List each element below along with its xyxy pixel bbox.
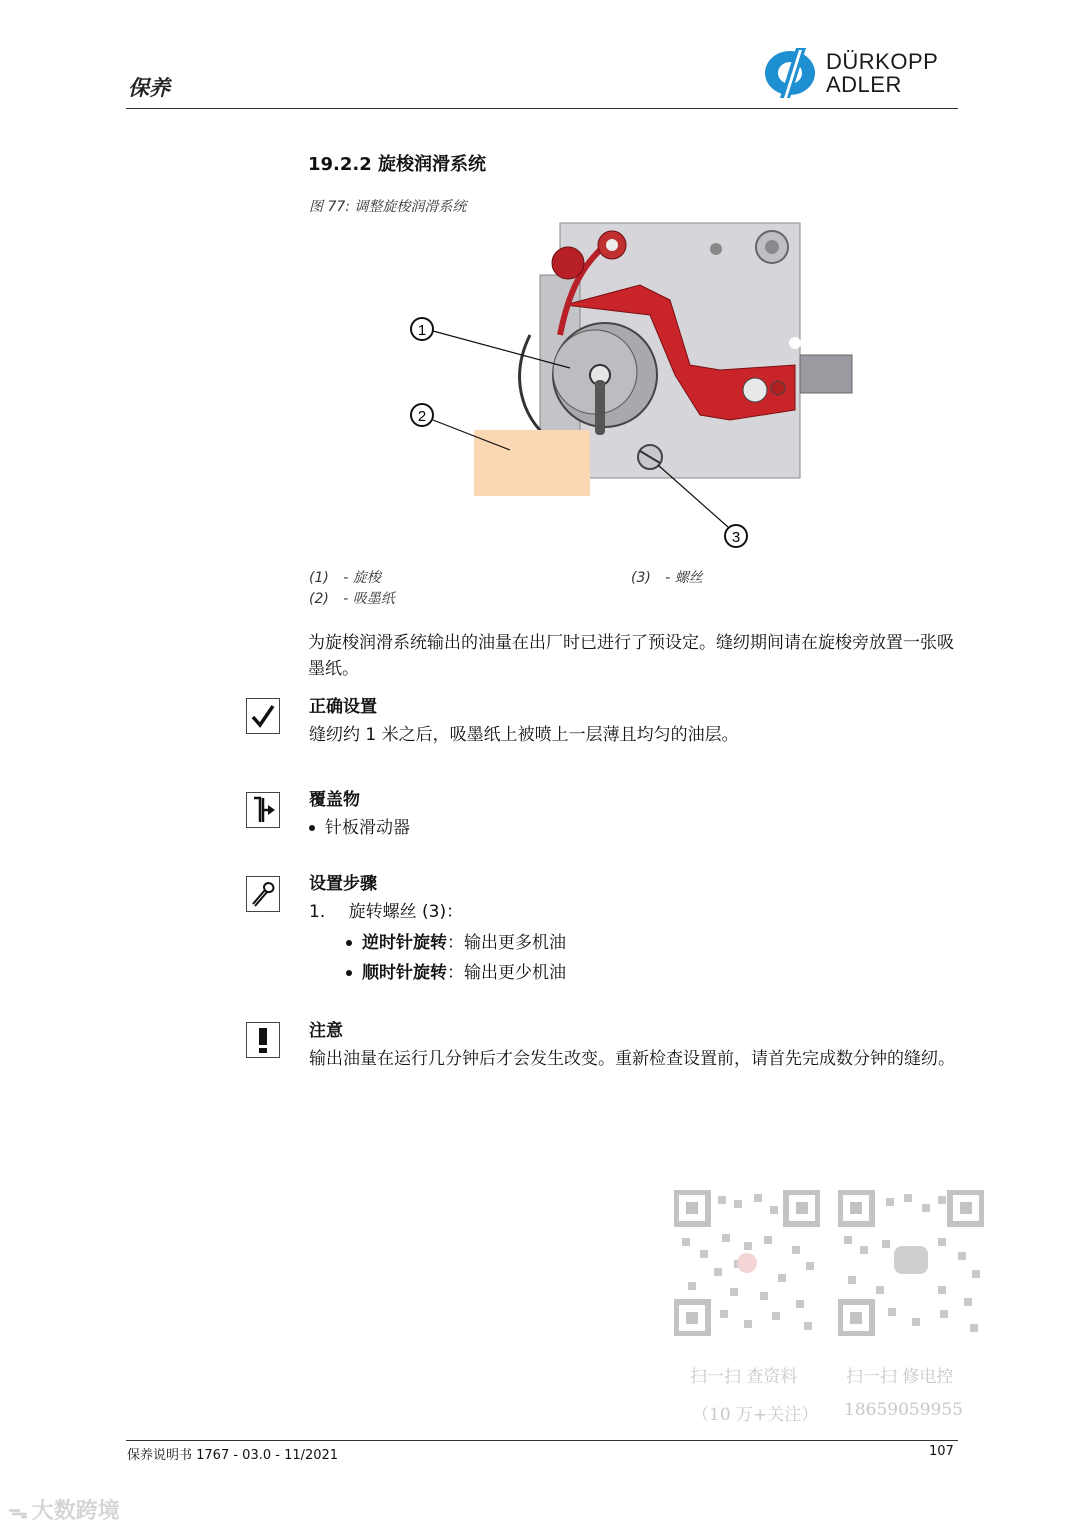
step-1-sub-cw: 顺时针旋转：输出更少机油 <box>346 960 566 986</box>
legend-item-3: (3) - 螺丝 <box>631 570 703 586</box>
callout-1: 1 <box>417 322 427 339</box>
watermark-right-line1: 扫一扫 修电控 <box>846 1367 954 1387</box>
bottom-watermark: ᯓ 大数跨境 <box>8 1499 120 1524</box>
qr-code-right <box>838 1190 984 1336</box>
note-title: 注意 <box>309 1021 343 1041</box>
correct-setting-title: 正确设置 <box>309 697 377 717</box>
watermark-left-line2: （10 万+关注） <box>692 1405 819 1425</box>
logo-emblem-icon <box>762 48 822 98</box>
exclamation-icon <box>246 1022 280 1058</box>
step-1: 1. 旋转螺丝 (3)： <box>309 902 464 922</box>
qr-code-left <box>674 1190 820 1336</box>
page-number: 107 <box>929 1444 954 1459</box>
callout-3: 3 <box>731 529 741 546</box>
watermark-right-line2: 18659059955 <box>844 1400 963 1420</box>
watermark-logo-icon: ᯓ <box>8 1499 28 1523</box>
logo-line1: DÜRKOPP <box>826 49 939 74</box>
cover-title: 覆盖物 <box>309 790 360 810</box>
footer-rule <box>126 1440 958 1441</box>
header-rule <box>126 108 958 109</box>
cover-icon <box>246 792 280 828</box>
correct-setting-text: 缝纫约 1 米之后，吸墨纸上被喷上一层薄且均匀的油层。 <box>309 725 739 745</box>
cover-item: 针板滑动器 <box>309 815 410 841</box>
intro-paragraph: 为旋梭润滑系统输出的油量在出厂时已进行了预设定。缝纫期间请在旋梭旁放置一张吸墨纸。 <box>308 633 954 679</box>
note-text: 输出油量在运行几分钟后才会发生改变。重新检查设置前，请首先完成数分钟的缝纫。 <box>309 1049 955 1069</box>
legend-item-2: (2) - 吸墨纸 <box>309 591 395 607</box>
header-title: 保养 <box>128 76 170 100</box>
checkmark-icon <box>246 698 280 734</box>
section-title: 19.2.2 旋梭润滑系统 <box>308 154 487 175</box>
footer-document-info: 保养说明书 1767 - 03.0 - 11/2021 <box>127 1448 339 1463</box>
wrench-icon <box>246 876 280 912</box>
figure-caption: 图 77: 调整旋梭润滑系统 <box>309 199 467 215</box>
legend-item-1: (1) - 旋梭 <box>309 570 381 586</box>
steps-title: 设置步骤 <box>309 874 377 894</box>
hook-lubrication-illustration <box>400 215 870 560</box>
step-1-sub-ccw: 逆时针旋转：输出更多机油 <box>346 930 566 956</box>
callout-2: 2 <box>417 408 427 425</box>
logo-line2: ADLER <box>826 72 902 97</box>
watermark-left-line1: 扫一扫 查资料 <box>690 1367 798 1387</box>
durkopp-adler-logo <box>762 48 958 102</box>
